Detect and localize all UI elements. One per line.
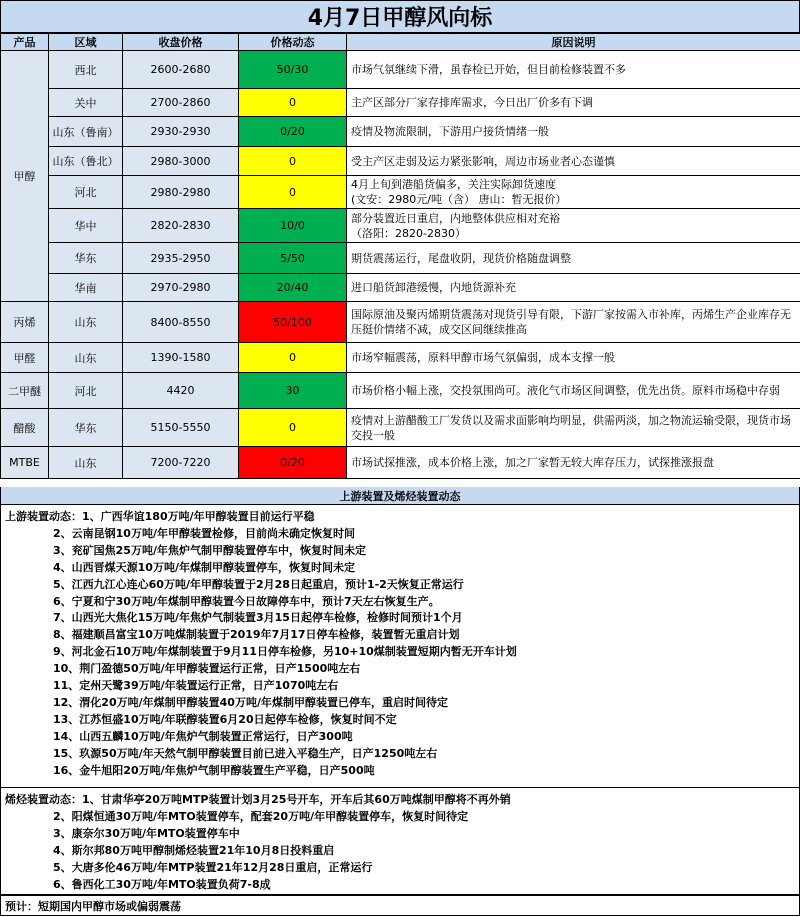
header-product: 产品 (1, 34, 49, 51)
upstream-item-text: 3、兖矿国焦25万吨/年焦炉气制甲醇装置停车中，恢复时间未定 (53, 543, 366, 557)
reason-cell (347, 447, 800, 479)
table-row (1, 302, 800, 343)
table-row (1, 274, 800, 302)
upstream-item (53, 609, 463, 625)
upstream-item-text: 16、金牛旭阳20万吨/年焦炉气制甲醇装置生产平稳，日产500吨 (53, 763, 375, 777)
upstream-item (53, 576, 464, 592)
reason-cell (347, 147, 800, 176)
header-trend: 价格动态 (239, 34, 347, 51)
olefin-item (53, 876, 271, 892)
header-region: 区域 (49, 34, 123, 51)
region-cell: 西北 (49, 51, 123, 89)
upstream-block (0, 505, 800, 788)
upstream-item (53, 643, 517, 659)
region-cell: 河北 (49, 176, 123, 209)
table-row (1, 89, 800, 117)
product-cell: 甲醇 (1, 51, 49, 302)
reason-cell (347, 373, 800, 409)
price-cell: 2980-3000 (123, 147, 239, 176)
olefin-item (5, 791, 511, 807)
region-cell: 山东（鲁南） (49, 117, 123, 147)
table-row (1, 147, 800, 176)
trend-cell: 0 (239, 147, 347, 176)
trend-cell: 0 (239, 409, 347, 447)
olefin-block (0, 788, 800, 895)
table-row (1, 447, 800, 479)
price-cell: 4420 (123, 373, 239, 409)
table-row (1, 243, 800, 274)
trend-cell: 0/20 (239, 447, 347, 479)
trend-cell: 20/40 (239, 274, 347, 302)
price-cell: 2600-2680 (123, 51, 239, 89)
upstream-item-text: 1、广西华谊180万吨/年甲醇装置目前运行平稳 (82, 510, 315, 523)
region-cell: 华东 (49, 409, 123, 447)
price-cell: 5150-5550 (123, 409, 239, 447)
olefin-item (53, 808, 468, 824)
product-cell: 醋酸 (1, 409, 49, 447)
upstream-item (53, 762, 375, 778)
reason-text: 受主产区走弱及运力紧张影响，周边市场业者心态谨慎 (351, 154, 615, 168)
trend-cell: 5/50 (239, 243, 347, 274)
olefin-prefix: 烯烃装置动态： (5, 793, 82, 806)
reason-detail: （洛阳：2820-2830） (351, 226, 466, 240)
olefin-item (53, 859, 372, 875)
reason-text: 市场窄幅震荡，原料甲醇市场气氛偏弱，成本支撑一般 (351, 351, 615, 364)
reason-cell (347, 51, 800, 89)
reason-text: 4月上旬到港船货偏多，关注实际卸货速度 (351, 178, 556, 191)
reason-text: 市场价格小幅上涨，交投氛围尚可。液化气市场区间调整，优先出货。原料市场稳中存弱 (351, 384, 780, 397)
price-cell: 2930-2930 (123, 117, 239, 147)
product-cell: MTBE (1, 447, 49, 479)
upstream-item (53, 542, 366, 558)
price-cell: 2820-2830 (123, 209, 239, 243)
olefin-item-text: 3、康奈尔30万吨/年MTO装置停车中 (53, 826, 240, 840)
reason-text: 部分装置近日重启，内地整体供应相对充裕 (351, 211, 560, 225)
reason-text: 市场试探推涨，成本价格上涨，加之厂家暂无较大库存压力，试探推涨报盘 (351, 456, 714, 469)
trend-cell: 50/30 (239, 51, 347, 89)
olefin-item-text: 4、斯尔邦80万吨甲醇制烯烃装置21年10月8日投料重启 (53, 843, 335, 857)
reason-cell (347, 243, 800, 274)
upstream-item (53, 626, 460, 642)
upstream-item-text: 7、山西光大焦化15万吨/年焦炉气制装置3月15日起停车检修，检修时间预计1个月 (53, 611, 463, 625)
reason-text: 进口船货卸港缓慢，内地货源补充 (351, 281, 516, 294)
section-title: 上游装置及烯烃装置动态 (0, 487, 800, 505)
trend-cell: 10/0 (239, 209, 347, 243)
upstream-item-text: 13、江苏恒盛10万吨/年联醇装置6月20日起停车检修，恢复时间不定 (53, 712, 397, 726)
price-cell: 2970-2980 (123, 274, 239, 302)
region-cell: 山东 (49, 343, 123, 373)
upstream-item (53, 525, 355, 541)
table-header-row (1, 34, 800, 51)
reason-cell (347, 176, 800, 209)
upstream-item (53, 559, 355, 575)
upstream-item-text: 15、玖源50万吨/年天然气制甲醇装置目前已进入平稳生产，日产1250吨左右 (53, 746, 438, 760)
reason-cell (347, 409, 800, 447)
reason-cell (347, 274, 800, 302)
upstream-item-text: 8、福建顺昌富宝10万吨煤制装置于2019年7月17日停车检修，装置暂无重启计划 (53, 628, 460, 642)
table-row (1, 117, 800, 147)
olefin-item-text: 2、阳煤恒通30万吨/年MTO装置停车，配套20万吨/年甲醇装置停车，恢复时间待定 (53, 809, 469, 823)
reason-text: 疫情及物流限制，下游用户接货情绪一般 (351, 125, 549, 138)
price-cell: 2980-2980 (123, 176, 239, 209)
trend-cell: 0 (239, 89, 347, 117)
price-cell: 7200-7220 (123, 447, 239, 479)
table-row (1, 209, 800, 243)
olefin-item (53, 842, 334, 858)
table-row (1, 176, 800, 209)
region-cell: 华南 (49, 274, 123, 302)
reason-cell (347, 209, 800, 243)
price-table (0, 33, 800, 479)
olefin-item-text: 5、大唐多伦46万吨/年MTP装置21年12月28日重启，正常运行 (53, 860, 373, 874)
header-price: 收盘价格 (123, 34, 239, 51)
upstream-item (53, 745, 437, 761)
trend-cell: 0 (239, 343, 347, 373)
product-cell: 丙烯 (1, 302, 49, 343)
upstream-item (53, 593, 440, 609)
upstream-item-text: 5、江西九江心连心60万吨/年甲醇装置于2月28日起重启，预计1-2天恢复正常运行 (53, 577, 464, 591)
upstream-item (53, 711, 397, 727)
price-cell: 2700-2860 (123, 89, 239, 117)
upstream-item-text: 6、宁夏和宁30万吨/年煤制甲醇装置今日故障停车中，预计7天左右恢复生产。 (53, 594, 440, 608)
upstream-item (53, 660, 360, 676)
region-cell: 华中 (49, 209, 123, 243)
reason-text: 市场气氛继续下滑，虽春检已开始，但目前检修装置不多 (351, 63, 626, 76)
upstream-item-text: 11、定州天鹭39万吨/年装置运行正常，日产1070吨左右 (53, 679, 339, 692)
upstream-item (53, 728, 353, 744)
table-row (1, 343, 800, 373)
trend-cell: 0/20 (239, 117, 347, 147)
reason-cell (347, 343, 800, 373)
reason-text: 国际原油及聚丙烯期货震荡对现货引导有限，下游厂家按需入市补库，丙烯生产企业库存无压挺价情绪不减，成交区间继续推高 (351, 308, 791, 336)
upstream-item-text: 2、云南昆钢10万吨/年甲醇装置检修，目前尚未确定恢复时间 (53, 526, 355, 540)
reason-text: 主产区部分厂家存排库需求，今日出厂价多有下调 (351, 96, 593, 109)
reason-detail: (文安：2980元/吨（含） 唐山：暂无报价） (351, 193, 567, 206)
price-cell: 2935-2950 (123, 243, 239, 274)
reason-text: 期货震荡运行，尾盘收阴，现货价格随盘调整 (351, 251, 571, 265)
upstream-item (53, 677, 338, 693)
trend-cell: 50/100 (239, 302, 347, 343)
upstream-item-text: 4、山西晋煤天源10万吨/年煤制甲醇装置停车，恢复时间未定 (53, 560, 355, 574)
upstream-item (53, 694, 448, 710)
report-title: 4月7日甲醇风向标 (0, 0, 800, 33)
upstream-prefix: 上游装置动态： (5, 510, 82, 523)
olefin-item (53, 825, 240, 841)
region-cell: 华东 (49, 243, 123, 274)
product-cell: 甲醛 (1, 343, 49, 373)
upstream-item-text: 9、河北金石10万吨/年煤制装置于9月11日停车检修，另10+10煤制装置短期内暂无开车计划 (53, 645, 517, 659)
region-cell: 山东（鲁北） (49, 147, 123, 176)
trend-cell: 0 (239, 176, 347, 209)
table-row (1, 373, 800, 409)
reason-cell (347, 117, 800, 147)
olefin-item-text: 1、甘肃华亭20万吨MTP装置计划3月25号开车，开车后其60万吨煤制甲醇将不再外销 (82, 793, 511, 806)
region-cell: 关中 (49, 89, 123, 117)
upstream-item-text: 14、山西五麟10万吨/年焦炉气制装置正常运行，日产300吨 (53, 729, 353, 743)
reason-text: 疫情对上游醋酸工厂发货以及需求面影响均明显，供需两淡，加之物流运输受限，现货市场交投一般 (351, 413, 791, 442)
reason-cell (347, 89, 800, 117)
price-cell: 1390-1580 (123, 343, 239, 373)
region-cell: 山东 (49, 302, 123, 343)
price-cell: 8400-8550 (123, 302, 239, 343)
upstream-item-text: 10、荆门盈德50万吨/年甲醇装置运行正常，日产1500吨左右 (53, 662, 361, 676)
upstream-item-text: 12、渭化20万吨/年煤制甲醇装置40万吨/年煤制甲醇装置已停车，重启时间待定 (53, 695, 448, 709)
trend-cell: 30 (239, 373, 347, 409)
reason-cell (347, 302, 800, 343)
upstream-item (5, 508, 315, 524)
region-cell: 河北 (49, 373, 123, 409)
forecast-text: 预计：短期国内甲醇市场或偏弱震荡 (0, 895, 800, 916)
table-row (1, 409, 800, 447)
product-cell: 二甲醚 (1, 373, 49, 409)
table-row (1, 51, 800, 89)
region-cell: 山东 (49, 447, 123, 479)
olefin-item-text: 6、鲁西化工30万吨/年MTO装置负荷7-8成 (53, 877, 271, 891)
header-reason: 原因说明 (347, 34, 800, 51)
